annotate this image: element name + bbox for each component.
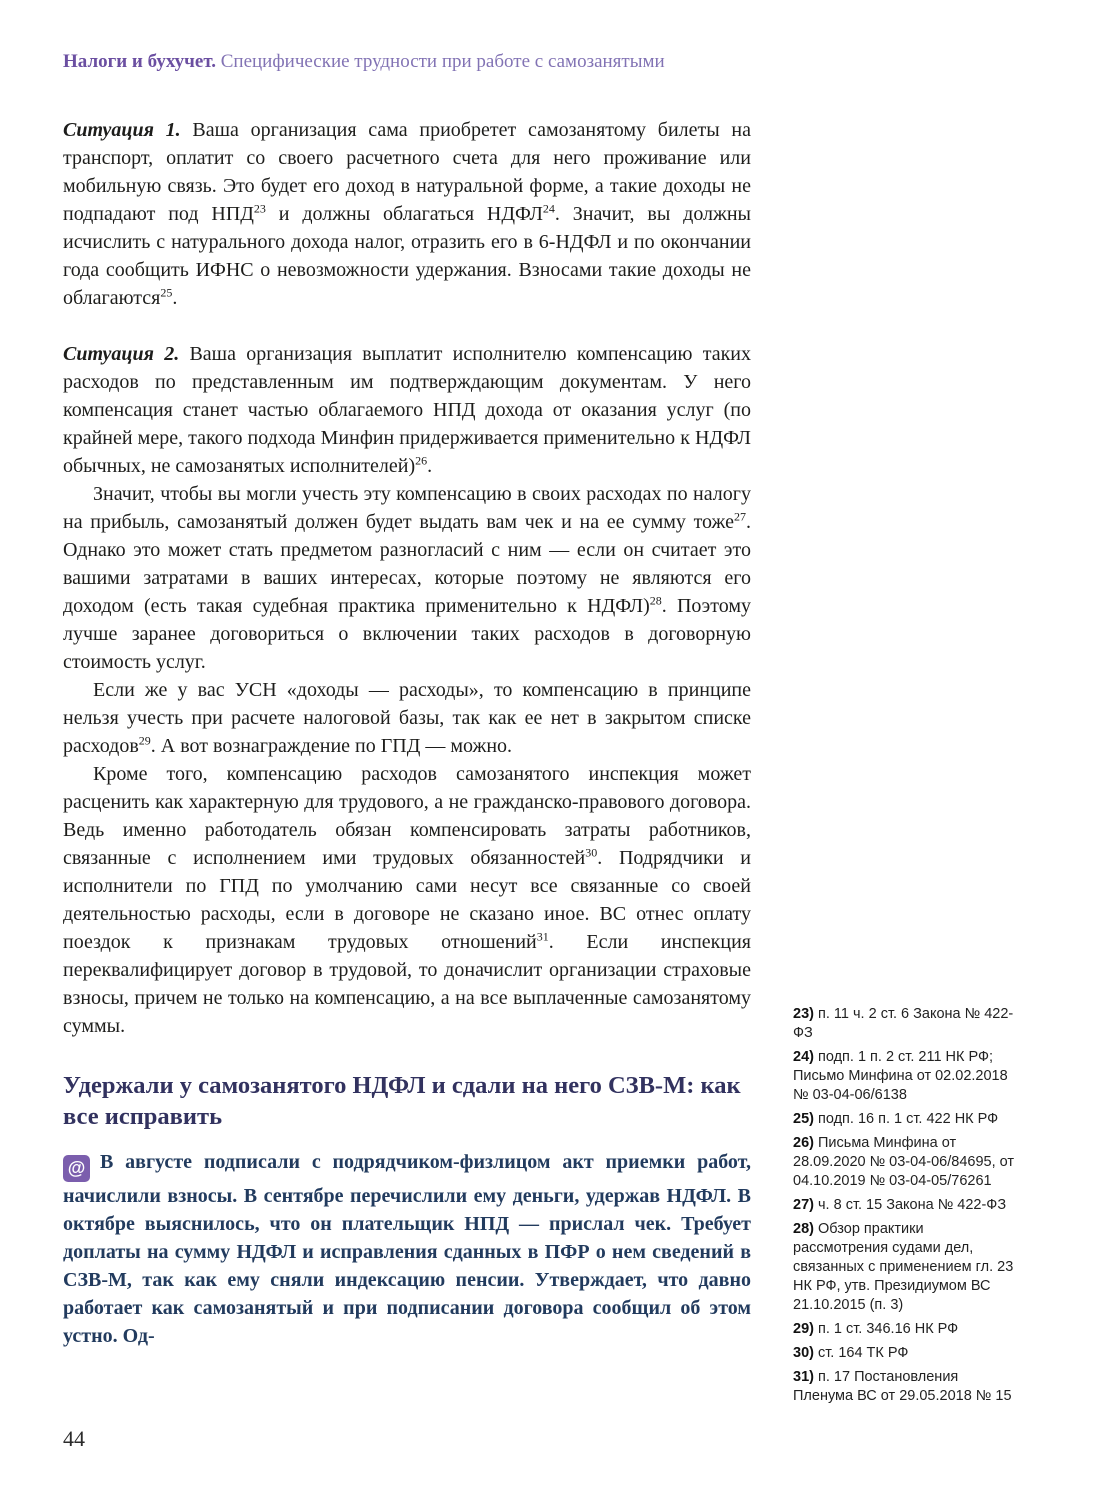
running-head-article-title: Специфические трудности при работе с самозанятыми <box>215 51 665 72</box>
running-head-section: Налоги и бухучет. <box>63 51 216 72</box>
footnote: 29) п. 1 ст. 346.16 НК РФ <box>793 1321 959 1337</box>
footnote-number: 23) <box>793 1006 818 1022</box>
footnote-reference: 27 <box>734 509 746 524</box>
paragraph-lead: Ситуация 2. <box>63 343 180 365</box>
footnote-reference: 26 <box>415 453 428 468</box>
footnote-number: 25) <box>793 1111 818 1127</box>
page-number: 44 <box>63 1426 85 1451</box>
footnote-reference: 29 <box>138 733 151 748</box>
footnote-number: 27) <box>793 1197 818 1213</box>
footnote-reference: 31 <box>536 929 549 944</box>
footnote-number: 28) <box>793 1221 818 1237</box>
body-paragraphs <box>63 116 751 1040</box>
footnote: 24) подп. 1 п. 2 ст. 211 НК РФ; Письмо Минфина от 02.02.2018 № 03-04-06/6138 <box>793 1049 1008 1103</box>
paragraph: Кроме того, компенсацию расходов самозанятого инспекция может расценить как характерную для трудового, а не гражданско-правового договора. Ведь именно работодатель обязан компенсировать затраты работников, связанные с исполнением ими трудовых обязанностей$^{30}$. Подрядчики и исполнители по ГПД по умолчанию сами несут все связанные со своей деятельностью расходы, если в договоре не сказано иное. ВС отнес оплату поездок к признакам трудовых отношений$^{31}$. Если инспекция переквалифицирует договор в трудовой, то доначислит организации страховые взносы, причем не только на компенсацию, а на все выплаченные самозанятому суммы. <box>63 763 751 1037</box>
main-text-column <box>63 116 751 1350</box>
paragraph: Значит, чтобы вы могли учесть эту компенсацию в своих расходах по налогу на прибыль, самозанятый должен будет выдать вам чек и на ее сумму тоже$^{27}$. Однако это может стать предметом разногласий с ним — если он считает это вашими затратами в ваших интересах, которые поэтому не являются его доходом (есть такая судебная практика применительно к НДФЛ)$^{28}$. Поэтому лучше заранее договориться о включении таких расходов в договорную стоимость услуг. <box>63 483 752 673</box>
footnote: 27) ч. 8 ст. 15 Закона № 422-ФЗ <box>793 1197 1007 1213</box>
footnote-reference: 23 <box>253 201 266 216</box>
footnote: 28) Обзор практики рассмотрения судами дел, связанных с применением гл. 23 НК РФ, утв. Президиумом ВС 21.10.2015 (п. 3) <box>793 1221 1014 1313</box>
paragraph-lead: Ситуация 1. <box>63 119 181 141</box>
footnote: 23) п. 11 ч. 2 ст. 6 Закона № 422-ФЗ <box>793 1006 1014 1041</box>
footnote-reference: 28 <box>649 593 662 608</box>
footnote-number: 31) <box>793 1369 818 1385</box>
paragraph: Если же у вас УСН «доходы — расходы», то компенсацию в принципе нельзя учесть при расчете налоговой базы, так как ее нет в закрытом списке расходов$^{29}$. А вот вознаграждение по ГПД — можно. <box>63 679 751 757</box>
paragraph: Ситуация 1. Ваша организация сама приобретет самозанятому билеты на транспорт, оплатит со своего расчетного счета для него проживание или мобильную связь. Это будет его доход в натуральной форме, а такие доходы не подпадают под НПД$^{23}$ и должны облагаться НДФЛ$^{24}$. Значит, вы должны исчислить с натурального дохода налог, отразить его в 6-НДФЛ и по окончании года сообщить ИФНС о невозможности удержания. Взносами такие доходы не облагаются$^{25}$. <box>63 119 751 309</box>
footnotes-column <box>793 1005 1021 1411</box>
paragraph: Ситуация 2. Ваша организация выплатит исполнителю компенсацию таких расходов по представленным им подтверждающим документам. У него компенсация станет частью облагаемого НПД дохода от оказания услуг (по крайней мере, такого подхода Минфин придерживается применительно к НДФЛ обычных, не самозанятых исполнителей)$^{26}$. <box>63 343 751 477</box>
at-icon: @ <box>63 1155 90 1182</box>
footnote-number: 30) <box>793 1345 818 1361</box>
footnote: 26) Письма Минфина от 28.09.2020 № 03-04-06/84695, от 04.10.2019 № 03-04-05/76261 <box>793 1135 1015 1189</box>
footnote-number: 26) <box>793 1135 818 1151</box>
footnotes-list <box>793 1005 1021 1406</box>
footnote: 25) подп. 16 п. 1 ст. 422 НК РФ <box>793 1111 999 1127</box>
section-heading: Удержали у самозанятого НДФЛ и сдали на него СЗВ-М: как все исправить <box>63 1072 741 1130</box>
footnote-number: 29) <box>793 1321 818 1337</box>
footnote-number: 24) <box>793 1049 818 1065</box>
footnote-reference: 30 <box>585 845 598 860</box>
reader-question-paragraph <box>63 1148 751 1350</box>
footnote-reference: 24 <box>542 201 555 216</box>
footnote-reference: 25 <box>160 285 173 300</box>
running-head <box>63 50 1023 74</box>
footnote: 31) п. 17 Постановления Пленума ВС от 29.05.2018 № 15 <box>793 1369 1012 1404</box>
reader-question-text: В августе подписали с подрядчиком-физлицом акт приемки работ, начислили взносы. В сентябре перечислили ему деньги, удержав НДФЛ. В октябре выяснилось, что он плательщик НПД — прислал чек. Требует доплаты на сумму НДФЛ и исправления сданных в ПФР о нем сведений в СЗВ-М, так как ему сняли индексацию пенсии. Утверждает, что давно работает как самозанятый и при подписании договора сообщил об этом устно. Од- <box>63 1151 751 1347</box>
footnote: 30) ст. 164 ТК РФ <box>793 1345 909 1361</box>
